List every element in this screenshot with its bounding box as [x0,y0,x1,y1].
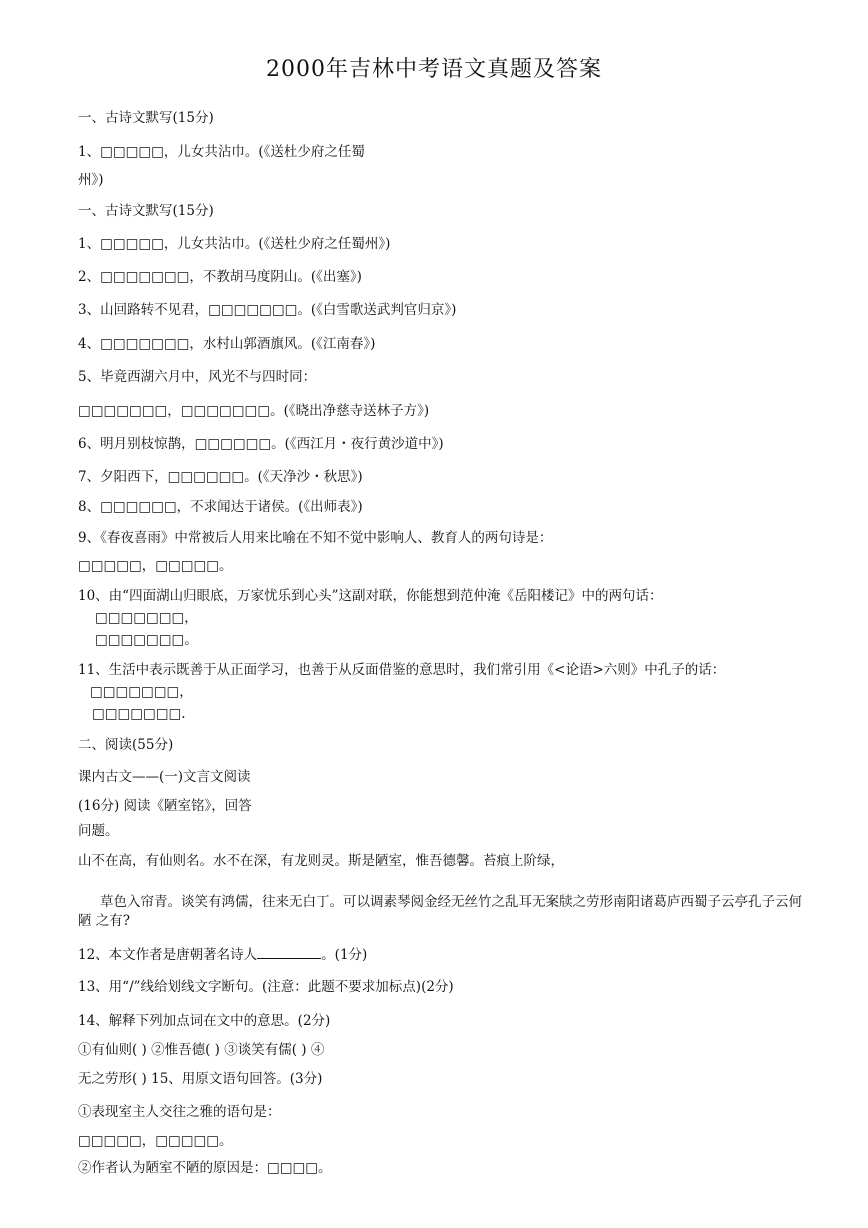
question-13: 13、用“/”线给划线文字断句。(注意：此题不要求加标点)(2分) [78,979,454,995]
section-heading-1a: 一、古诗文默写(15分) [78,110,214,126]
question-15-1-label: ①表现室主人交往之雅的语句是： [78,1104,281,1120]
reading-intro-line-2: 问题。 [78,823,119,839]
question-11-line-1: 11、生活中表示既善于从正面学习，也善于从反面借鉴的意思时，我们常引用《<论语>六则》中孔子的话： [78,662,726,678]
question-7: 7、夕阳西下，□□□□□□。(《天净沙・秋思》) [78,469,363,485]
passage-line-2: 草色入帘青。谈笑有鸿儒，往来无白丁。可以调素琴阅金经无丝竹之乱耳无案牍之劳形南阳诸葛庐西蜀子云亭孔子云何陋 之有? [78,894,802,929]
reading-intro-line-1: (16分) 阅读《陋室铭》，回答 [78,798,252,814]
reading-header: 课内古文——(一)文言文阅读 [78,769,251,785]
question-11-line-3: □□□□□□□. [92,706,186,722]
answer-blank[interactable] [257,946,321,959]
question-10-line-1: 10、由“四面湖山归眼底，万家忧乐到心头”这副对联，你能想到范仲淹《岳阳楼记》中的两句话： [78,588,663,604]
question-14-line-2: ①有仙则( ) ②惟吾德( ) ③谈笑有儒( ) ④ [78,1042,325,1058]
question-11-line-2: □□□□□□□， [90,684,193,700]
question-8: 8、□□□□□□，不求闻达于诸侯。(《出师表》) [78,499,363,515]
question-12-score: 。(1分) [321,947,368,963]
question-12-text: 12、本文作者是唐朝著名诗人 [78,947,258,963]
question-2: 2、□□□□□□□，不教胡马度阴山。(《出塞》) [78,269,362,285]
question-5-line-2: □□□□□□□，□□□□□□□。(《晓出净慈寺送林子方》) [78,403,430,419]
question-15-2: ②作者认为陋室不陋的原因是：□□□□。 [78,1160,332,1176]
passage-line-1: 山不在高，有仙则名。水不在深，有龙则灵。斯是陋室，惟吾德馨。苔痕上阶绿， [78,853,564,869]
page-title: 2000年吉林中考语文真题及答案 [266,57,602,82]
question-12 [78,946,367,963]
question-1-fragment: 1、□□□□□，儿女共沾巾。(《送杜少府之任蜀 [78,144,365,160]
question-9-line-1: 9、《春夜喜雨》中常被后人用来比喻在不知不觉中影响人、教育人的两句诗是： [78,530,553,546]
question-14-line-1: 14、解释下列加点词在文中的意思。(2分) [78,1013,331,1029]
question-14-15-line: 无之劳形( ) 15、用原文语句回答。(3分) [78,1071,323,1087]
section-heading-2: 二、阅读(55分) [78,737,174,753]
question-10-line-2: □□□□□□□， [95,610,198,626]
question-3: 3、山回路转不见君，□□□□□□□。(《白雪歌送武判官归京》) [78,302,457,318]
question-4: 4、□□□□□□□，水村山郭酒旗风。(《江南春》) [78,336,376,352]
question-9-line-2: □□□□□，□□□□□。 [78,558,233,574]
question-6: 6、明月别枝惊鹊，□□□□□□。(《西江月・夜行黄沙道中》) [78,436,444,452]
section-heading-1b: 一、古诗文默写(15分) [78,203,214,219]
question-1: 1、□□□□□，儿女共沾巾。(《送杜少府之任蜀州》) [78,236,391,252]
question-15-1-answer: □□□□□，□□□□□。 [78,1133,233,1149]
question-5-line-1: 5、毕竟西湖六月中，风光不与四时同： [78,369,317,385]
question-1-fragment-cont: 州》) [78,172,104,188]
question-10-line-3: □□□□□□□。 [95,632,198,648]
